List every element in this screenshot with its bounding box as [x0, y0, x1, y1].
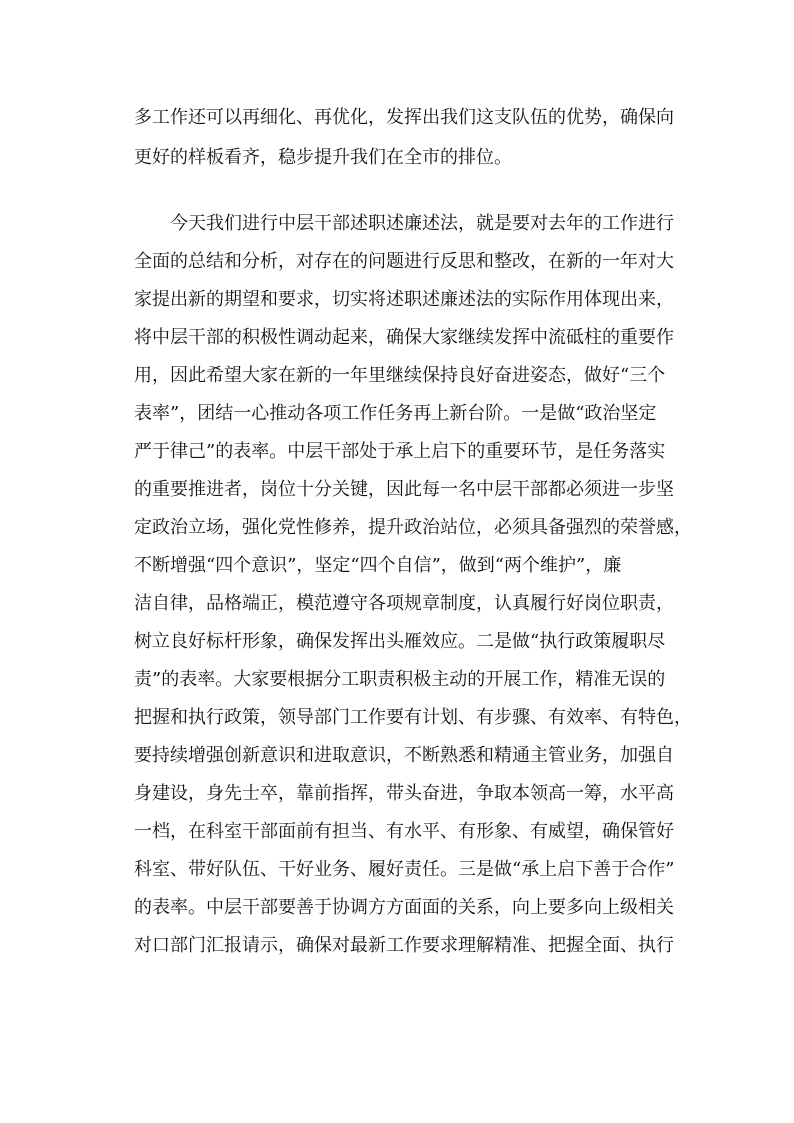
paragraph-line: 把握和执行政策，领导部门工作要有计划、有步骤、有效率、有特色， [134, 707, 692, 728]
paragraph-line: 责”的表率。大家要根据分工职责积极主动的开展工作，精准无误的 [134, 669, 666, 690]
paragraph-line: 科室、带好队伍、干好业务、履好责任。三是做“承上启下善于合作” [134, 859, 675, 880]
paragraph-line: 严于律己”的表率。中层干部处于承上启下的重要环节，是任务落实 [134, 441, 666, 462]
paragraph-line: 今天我们进行中层干部述职述廉述法，就是要对去年的工作进行 [170, 213, 674, 234]
paragraph-line: 洁自律，品格端正，模范遵守各项规章制度，认真履行好岗位职责， [134, 593, 674, 614]
paragraph-line: 定政治立场，强化党性修养，提升政治站位，必须具备强烈的荣誉感， [134, 517, 692, 538]
paragraph-line: 更好的样板看齐，稳步提升我们在全市的排位。 [134, 147, 512, 168]
paragraph-line: 不断增强“四个意识”，坚定“四个自信”，做到“两个维护”，廉 [134, 555, 622, 576]
paragraph-line: 多工作还可以再细化、再优化，发挥出我们这支队伍的优势，确保向 [134, 107, 674, 128]
paragraph-line: 一档，在科室干部面前有担当、有水平、有形象、有威望，确保管好 [134, 821, 674, 842]
paragraph-line: 家提出新的期望和要求，切实将述职述廉述法的实际作用体现出来， [134, 289, 674, 310]
paragraph-line: 的表率。中层干部要善于协调方方面面的关系，向上要多向上级相关 [134, 897, 674, 918]
paragraph-line: 将中层干部的积极性调动起来，确保大家继续发挥中流砥柱的重要作 [134, 327, 674, 348]
paragraph-line: 对口部门汇报请示，确保对最新工作要求理解精准、把握全面、执行 [134, 935, 674, 956]
paragraph-line: 要持续增强创新意识和进取意识，不断熟悉和精通主管业务，加强自 [134, 745, 674, 766]
paragraph-line: 的重要推进者，岗位十分关键，因此每一名中层干部都必须进一步坚 [134, 479, 674, 500]
paragraph-line: 用，因此希望大家在新的一年里继续保持良好奋进姿态，做好“三个 [134, 365, 666, 386]
paragraph-line: 全面的总结和分析，对存在的问题进行反思和整改，在新的一年对大 [134, 251, 674, 272]
paragraph-line: 表率”，团结一心推动各项工作任务再上新台阶。一是做“政治坚定 [134, 403, 657, 424]
paragraph-line: 身建设，身先士卒，靠前指挥，带头奋进，争取本领高一筹，水平高 [134, 783, 674, 804]
paragraph-line: 树立良好标杆形象，确保发挥出头雁效应。二是做“执行政策履职尽 [134, 631, 666, 652]
